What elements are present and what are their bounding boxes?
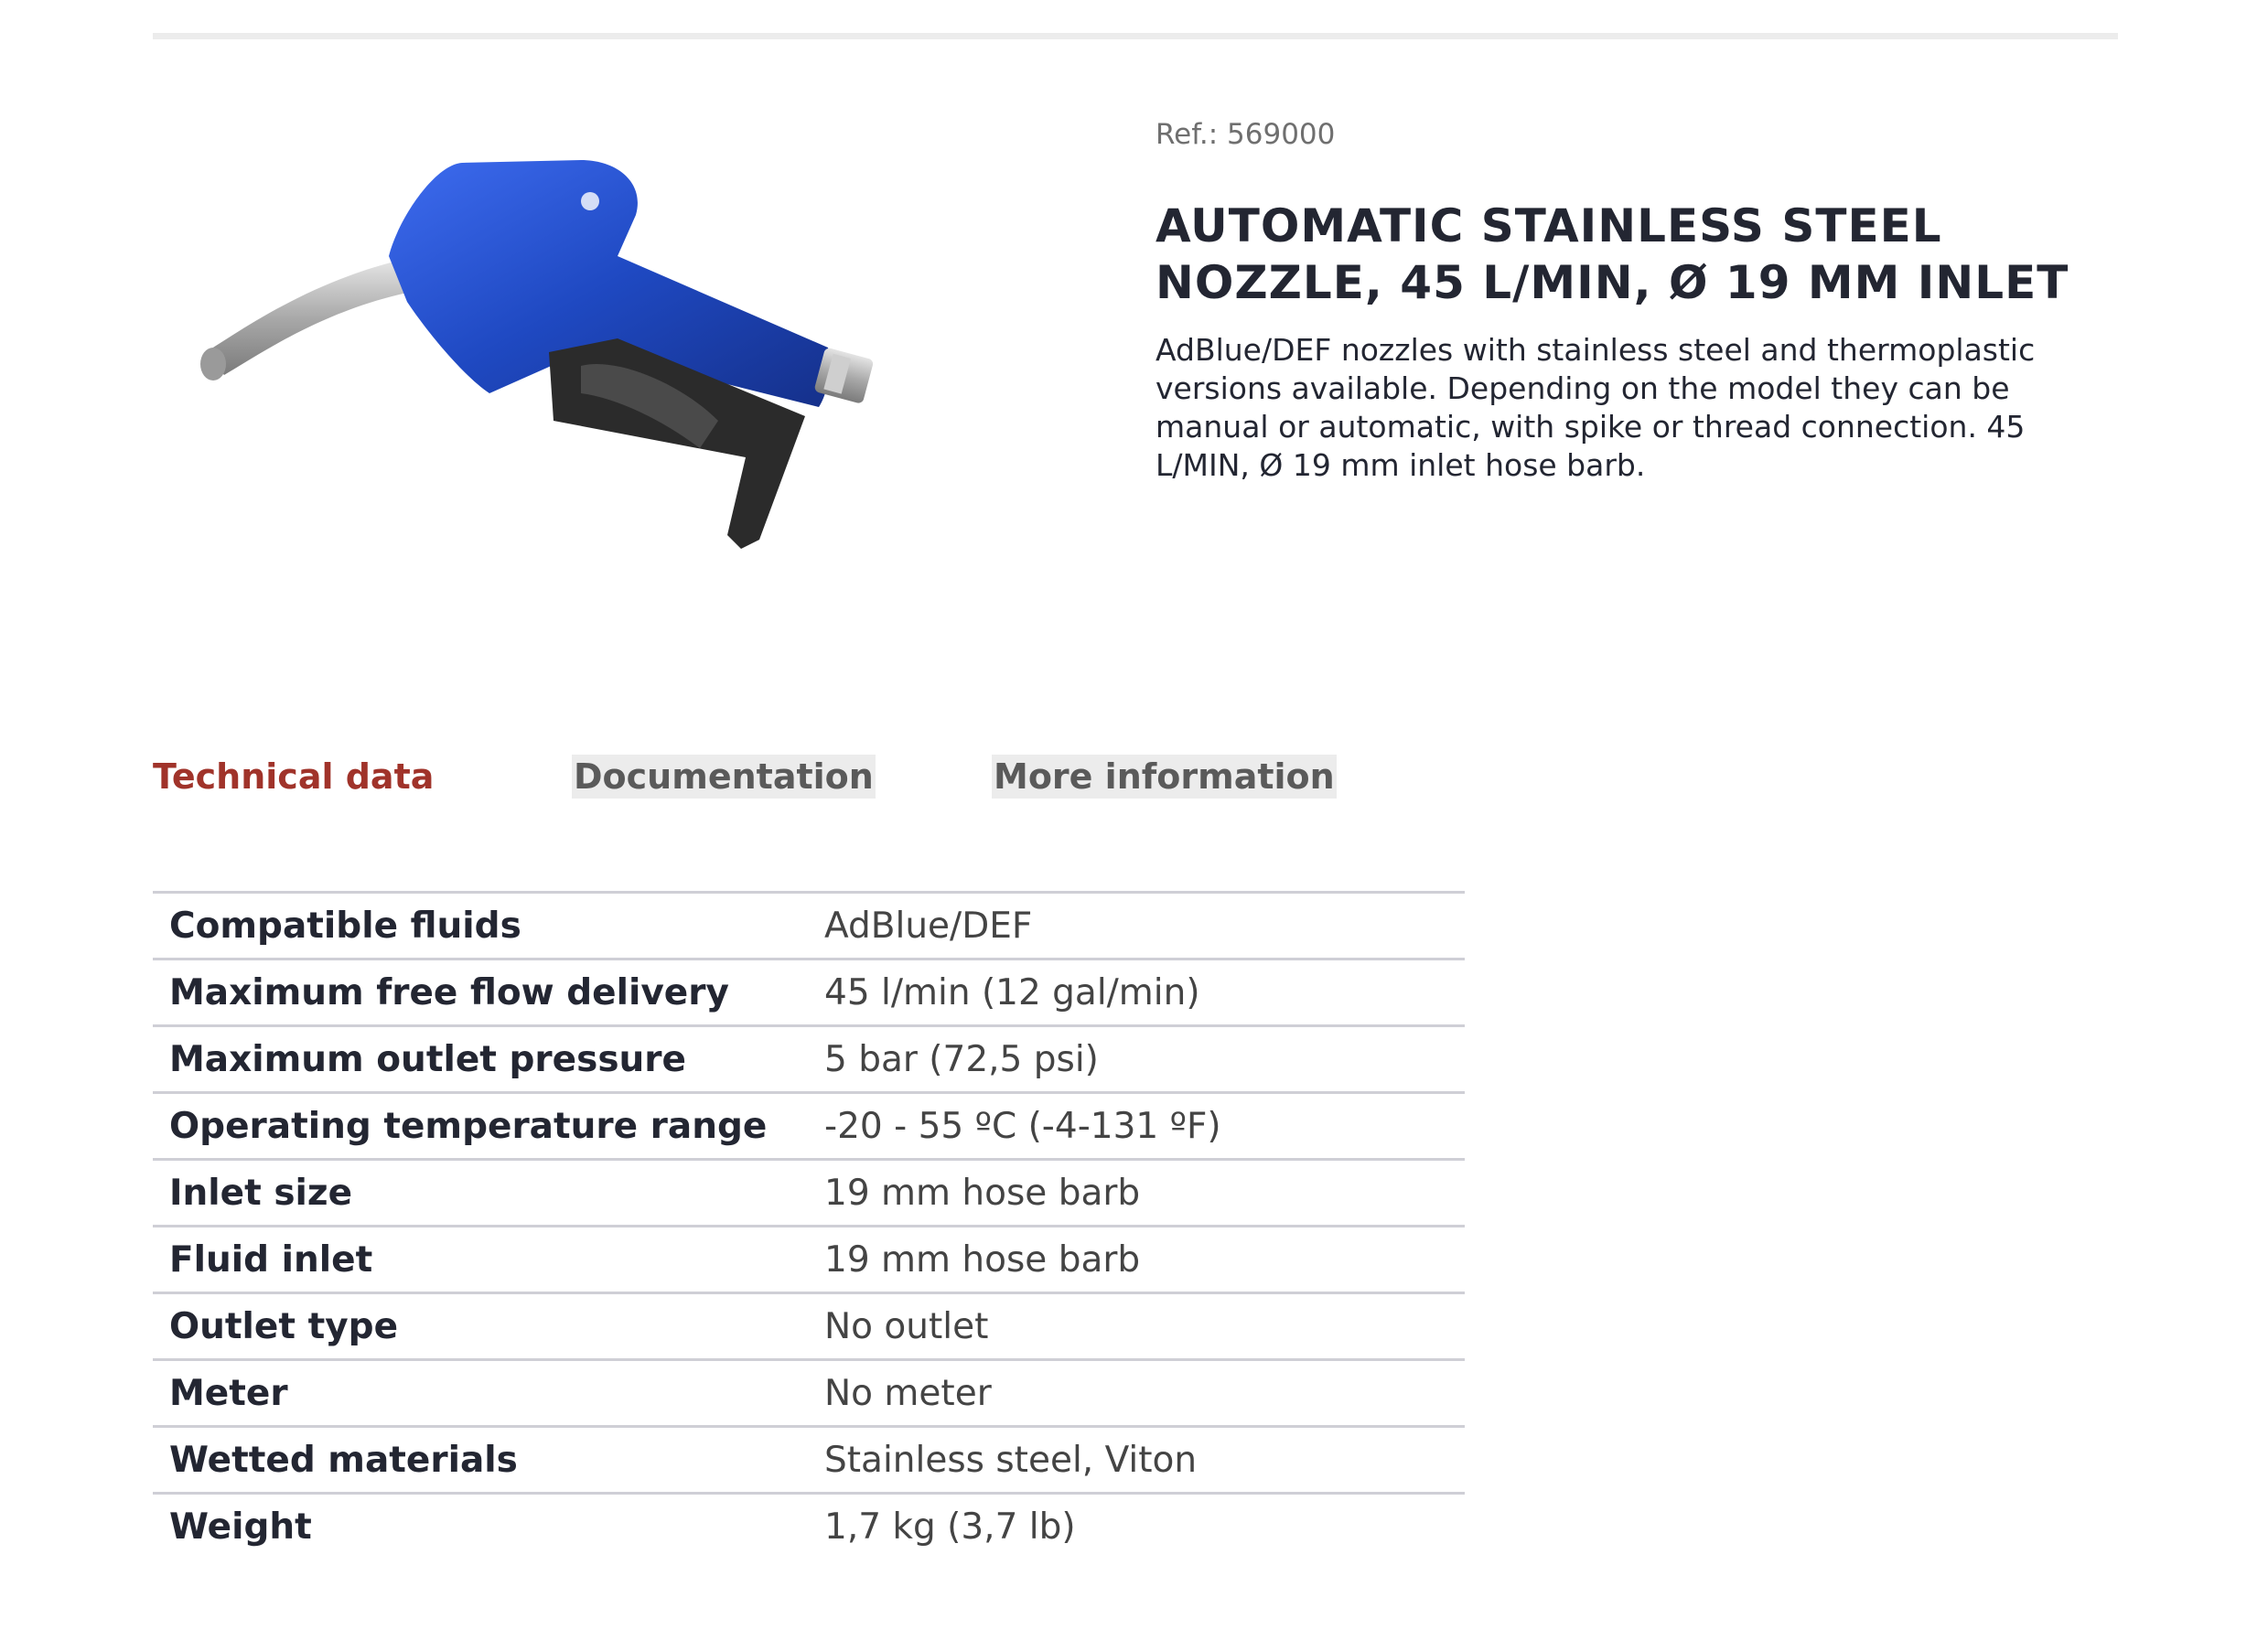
- spec-key: Maximum outlet pressure: [153, 1026, 808, 1093]
- spec-value: 19 mm hose barb: [808, 1160, 1465, 1227]
- product-description: AdBlue/DEF nozzles with stainless steel and thermoplastic versions available. Depending on the model they can be manual or automatic, with spike or thread connection. 45 L/MIN, Ø 19 mm inlet hose barb.: [1155, 332, 2036, 483]
- spec-key: Fluid inlet: [153, 1227, 808, 1293]
- table-row: [153, 1427, 1465, 1494]
- table-row: [153, 1093, 1465, 1160]
- spec-key: Weight: [153, 1494, 808, 1560]
- spec-key: Compatible fluids: [153, 893, 808, 959]
- spec-value: 5 bar (72,5 psi): [808, 1026, 1465, 1093]
- product-ref: Ref.: 569000: [1155, 118, 1336, 151]
- table-row: [153, 1160, 1465, 1227]
- product-title: AUTOMATIC STAINLESS STEEL NOZZLE, 45 L/MIN, Ø 19 MM INLET: [1155, 199, 2069, 309]
- spec-value: -20 - 55 ºC (-4-131 ºF): [808, 1093, 1465, 1160]
- technical-data-table: [153, 891, 1465, 1560]
- table-row: [153, 959, 1465, 1026]
- product-image: [188, 146, 910, 553]
- tab-more-information[interactable]: More information: [994, 756, 1335, 797]
- spec-key: Wetted materials: [153, 1427, 808, 1494]
- spec-value: No meter: [808, 1360, 1465, 1427]
- spec-value: 1,7 kg (3,7 lb): [808, 1494, 1465, 1560]
- tab-technical-data[interactable]: Technical data: [153, 756, 435, 797]
- table-row: [153, 1227, 1465, 1293]
- top-divider: [153, 33, 2118, 39]
- tab-documentation[interactable]: Documentation: [574, 756, 874, 797]
- table-row: [153, 1494, 1465, 1560]
- spec-key: Inlet size: [153, 1160, 808, 1227]
- table-row: [153, 1360, 1465, 1427]
- spec-value: 19 mm hose barb: [808, 1227, 1465, 1293]
- table-row: [153, 1293, 1465, 1360]
- spec-value: AdBlue/DEF: [808, 893, 1465, 959]
- spec-key: Maximum free flow delivery: [153, 959, 808, 1026]
- table-row: [153, 1026, 1465, 1093]
- table-row: [153, 893, 1465, 959]
- spec-key: Outlet type: [153, 1293, 808, 1360]
- fuel-nozzle-icon: [188, 146, 910, 553]
- spec-value: Stainless steel, Viton: [808, 1427, 1465, 1494]
- product-info: [1155, 117, 2125, 485]
- spec-value: No outlet: [808, 1293, 1465, 1360]
- spec-key: Operating temperature range: [153, 1093, 808, 1160]
- spec-value: 45 l/min (12 gal/min): [808, 959, 1465, 1026]
- spec-key: Meter: [153, 1360, 808, 1427]
